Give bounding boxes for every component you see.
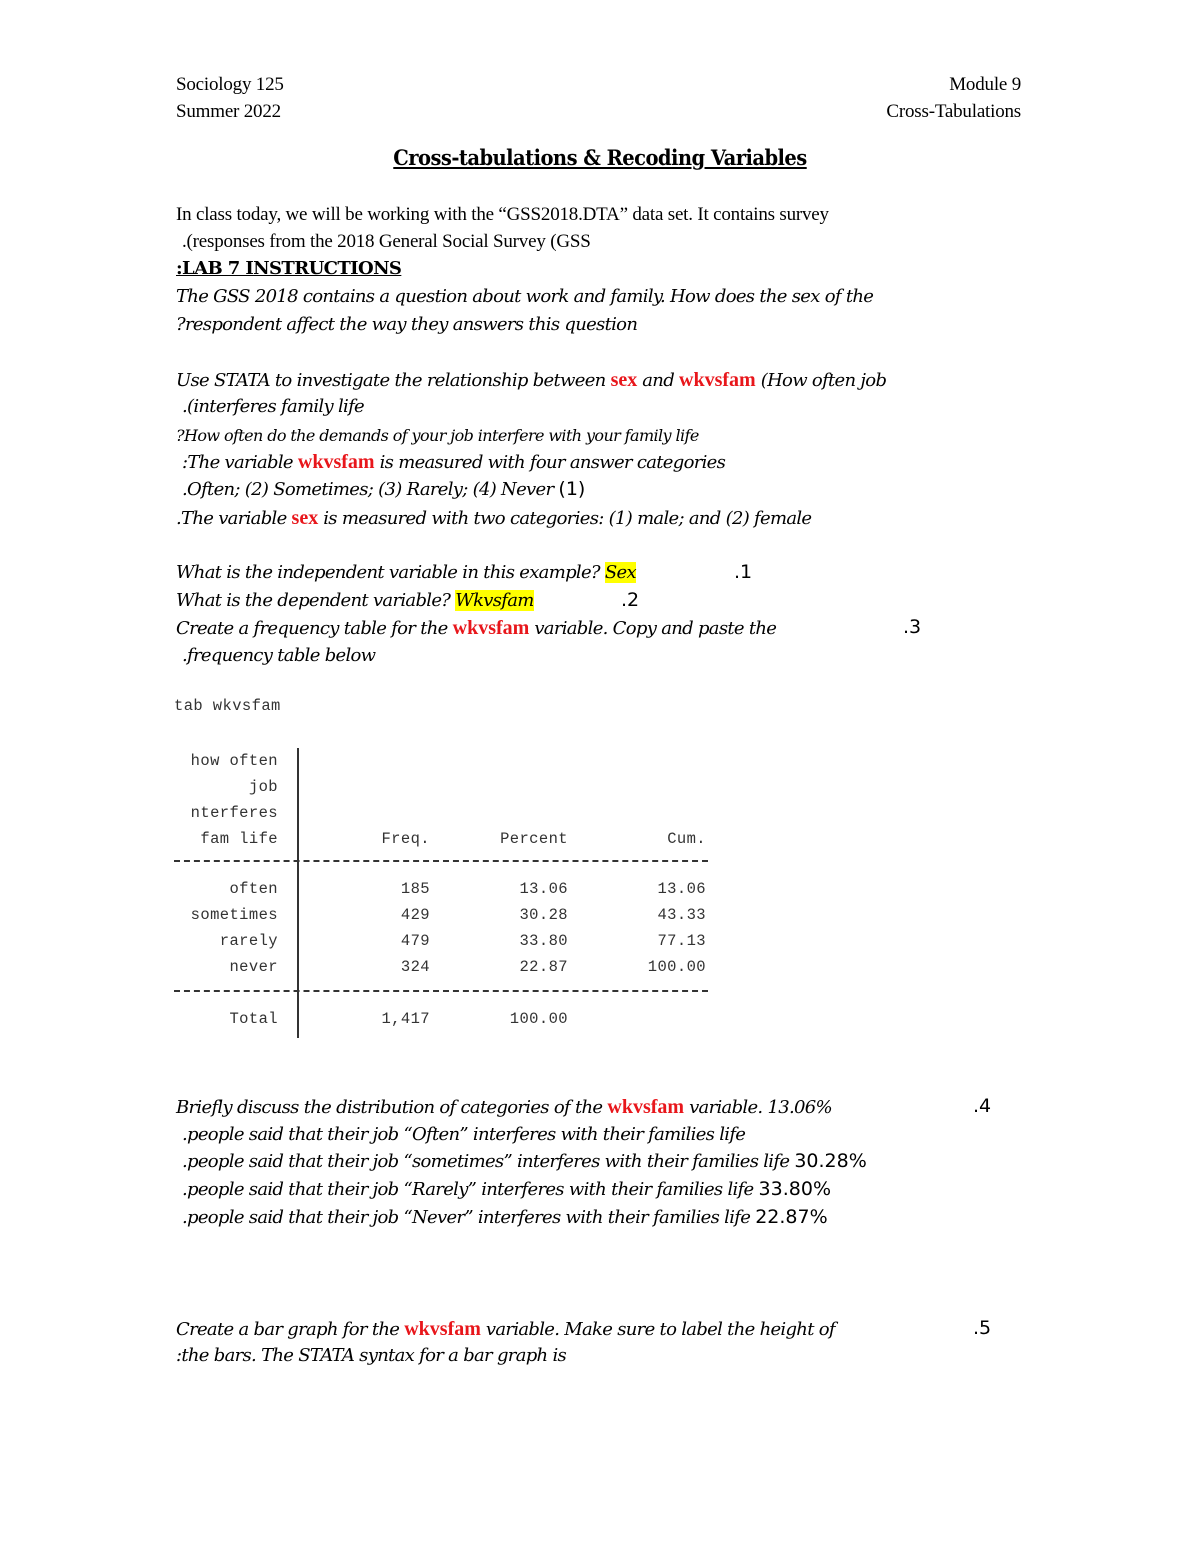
question-4 [176, 1096, 832, 1119]
table-rule [174, 860, 708, 862]
question-3-text: Create a frequency table for the [176, 618, 453, 639]
question-4-number: .4 [973, 1095, 992, 1117]
question-intro-line-2: ?respondent affect the way they answers this question [176, 314, 638, 335]
total-freq: 1,417 [381, 1010, 430, 1028]
categories-text: .Often; (2) Sometimes; (3) Rarely; (4) Never [182, 479, 559, 500]
instruction-text: :The variable [182, 452, 298, 473]
categories-number: (1) [558, 478, 586, 500]
row-label: rarely [219, 932, 278, 950]
table-rule [174, 990, 708, 992]
question-3-text: variable. Copy and paste the [529, 618, 777, 639]
question-3 [176, 617, 776, 640]
variable-wkvsfam: wkvsfam [404, 1318, 481, 1340]
course-name: Sociology 125 [176, 74, 284, 95]
column-header-percent: Percent [500, 830, 568, 848]
total-percent: 100.00 [509, 1010, 568, 1028]
intro-line-2: .(responses from the 2018 General Social Survey (GSS [182, 231, 591, 252]
row-freq: 429 [400, 906, 430, 924]
table-body [174, 876, 708, 980]
answer-rarely [182, 1178, 831, 1200]
table-total-row [174, 1006, 708, 1032]
column-header-cum: Cum. [667, 830, 706, 848]
intro-line-1: In class today, we will be working with the “GSS2018.DTA” data set. It contains survey [176, 204, 829, 225]
row-freq: 479 [400, 932, 430, 950]
row-label: often [229, 880, 278, 898]
row-percent: 30.28 [519, 906, 568, 924]
table-header-line [174, 748, 709, 774]
instruction-use-stata [176, 369, 886, 392]
row-cum: 100.00 [647, 958, 706, 976]
variable-sex: sex [610, 369, 638, 391]
stata-command: tab wkvsfam [174, 697, 281, 715]
table-header-line [174, 774, 709, 800]
question-1-number: .1 [734, 561, 753, 583]
question-4-text: Briefly discuss the distribution of categories of the [176, 1097, 608, 1118]
variable-sex: sex [291, 507, 319, 529]
answer-percent: 30.28% [794, 1150, 867, 1172]
question-2-text: What is the dependent variable? [176, 590, 456, 611]
survey-question-text: ?How often do the demands of your job interfere with your family life [176, 426, 699, 445]
question-1-answer: Sex [604, 562, 636, 583]
question-3-number: .3 [903, 616, 922, 638]
table-row [174, 902, 708, 928]
table-row [174, 928, 708, 954]
question-intro-line-1: The GSS 2018 contains a question about work and family. How does the sex of the [176, 286, 874, 307]
question-5-line-2: :the bars. The STATA syntax for a bar graph is [176, 1345, 567, 1366]
question-3-line-2: .frequency table below [182, 645, 376, 666]
total-label: Total [229, 1010, 278, 1028]
answer-sometimes [182, 1150, 867, 1172]
header-label-line: how often [190, 752, 278, 770]
answer-percent: 22.87% [755, 1206, 828, 1228]
table-row [174, 954, 708, 980]
table-header-line [174, 800, 709, 826]
lab-heading: :LAB 7 INSTRUCTIONS [176, 258, 402, 279]
question-2 [176, 590, 534, 611]
answer-often [182, 1123, 745, 1145]
question-5-text: Create a bar graph for the [176, 1319, 405, 1340]
page-title: Cross-tabulations & Recoding Variables [393, 145, 807, 170]
row-freq: 324 [400, 958, 430, 976]
instruction-text: (How often job [755, 370, 887, 391]
sex-description [176, 507, 811, 530]
question-1 [176, 562, 636, 583]
wkvsfam-categories [182, 478, 585, 500]
answer-text: .people said that their job “Rarely” interferes with their families life [182, 1179, 759, 1200]
answer-never [182, 1206, 828, 1228]
answer-text: .people said that their job “Often” interferes with their families life [182, 1124, 746, 1145]
question-2-answer: Wkvsfam [455, 590, 534, 611]
row-percent: 33.80 [519, 932, 568, 950]
term: Summer 2022 [176, 101, 281, 122]
header-label-line: fam life [200, 830, 278, 848]
variable-wkvsfam: wkvsfam [679, 369, 756, 391]
question-5-number: .5 [973, 1317, 992, 1339]
wkvsfam-description [182, 451, 725, 474]
instruction-text: and [637, 370, 680, 391]
instruction-text: is measured with two categories: (1) male; and (2) female [318, 508, 812, 529]
table-row [174, 876, 708, 902]
variable-wkvsfam: wkvsfam [452, 617, 530, 639]
variable-wkvsfam: wkvsfam [607, 1096, 685, 1118]
module-number: Module 9 [949, 74, 1021, 95]
column-header-freq: Freq. [381, 830, 430, 848]
instruction-text: Use STATA to investigate the relationship between [176, 370, 611, 391]
row-cum: 13.06 [657, 880, 706, 898]
module-topic: Cross-Tabulations [886, 101, 1021, 122]
question-4-text: variable. 13.06% [684, 1097, 832, 1118]
row-cum: 43.33 [657, 906, 706, 924]
header-label-line: job [248, 778, 278, 796]
variable-wkvsfam: wkvsfam [297, 451, 375, 473]
instruction-text: .The variable [176, 508, 292, 529]
row-percent: 22.87 [519, 958, 568, 976]
question-5 [176, 1318, 835, 1341]
answer-text: .people said that their job “Never” interferes with their families life [182, 1207, 756, 1228]
row-percent: 13.06 [519, 880, 568, 898]
instruction-text: is measured with four answer categories [374, 452, 726, 473]
answer-text: .people said that their job “sometimes” interferes with their families life [182, 1151, 795, 1172]
question-2-number: .2 [621, 589, 640, 611]
question-1-text: What is the independent variable in this example? [176, 562, 605, 583]
answer-percent: 33.80% [758, 1178, 831, 1200]
row-label: never [229, 958, 278, 976]
row-freq: 185 [400, 880, 430, 898]
row-cum: 77.13 [657, 932, 706, 950]
row-label: sometimes [190, 906, 278, 924]
question-5-text: variable. Make sure to label the height of [480, 1319, 835, 1340]
table-header-row [174, 826, 709, 852]
header-label-line: nterferes [190, 804, 278, 822]
instruction-line-2: .(interferes family life [182, 396, 365, 417]
stata-frequency-table [174, 748, 709, 1028]
